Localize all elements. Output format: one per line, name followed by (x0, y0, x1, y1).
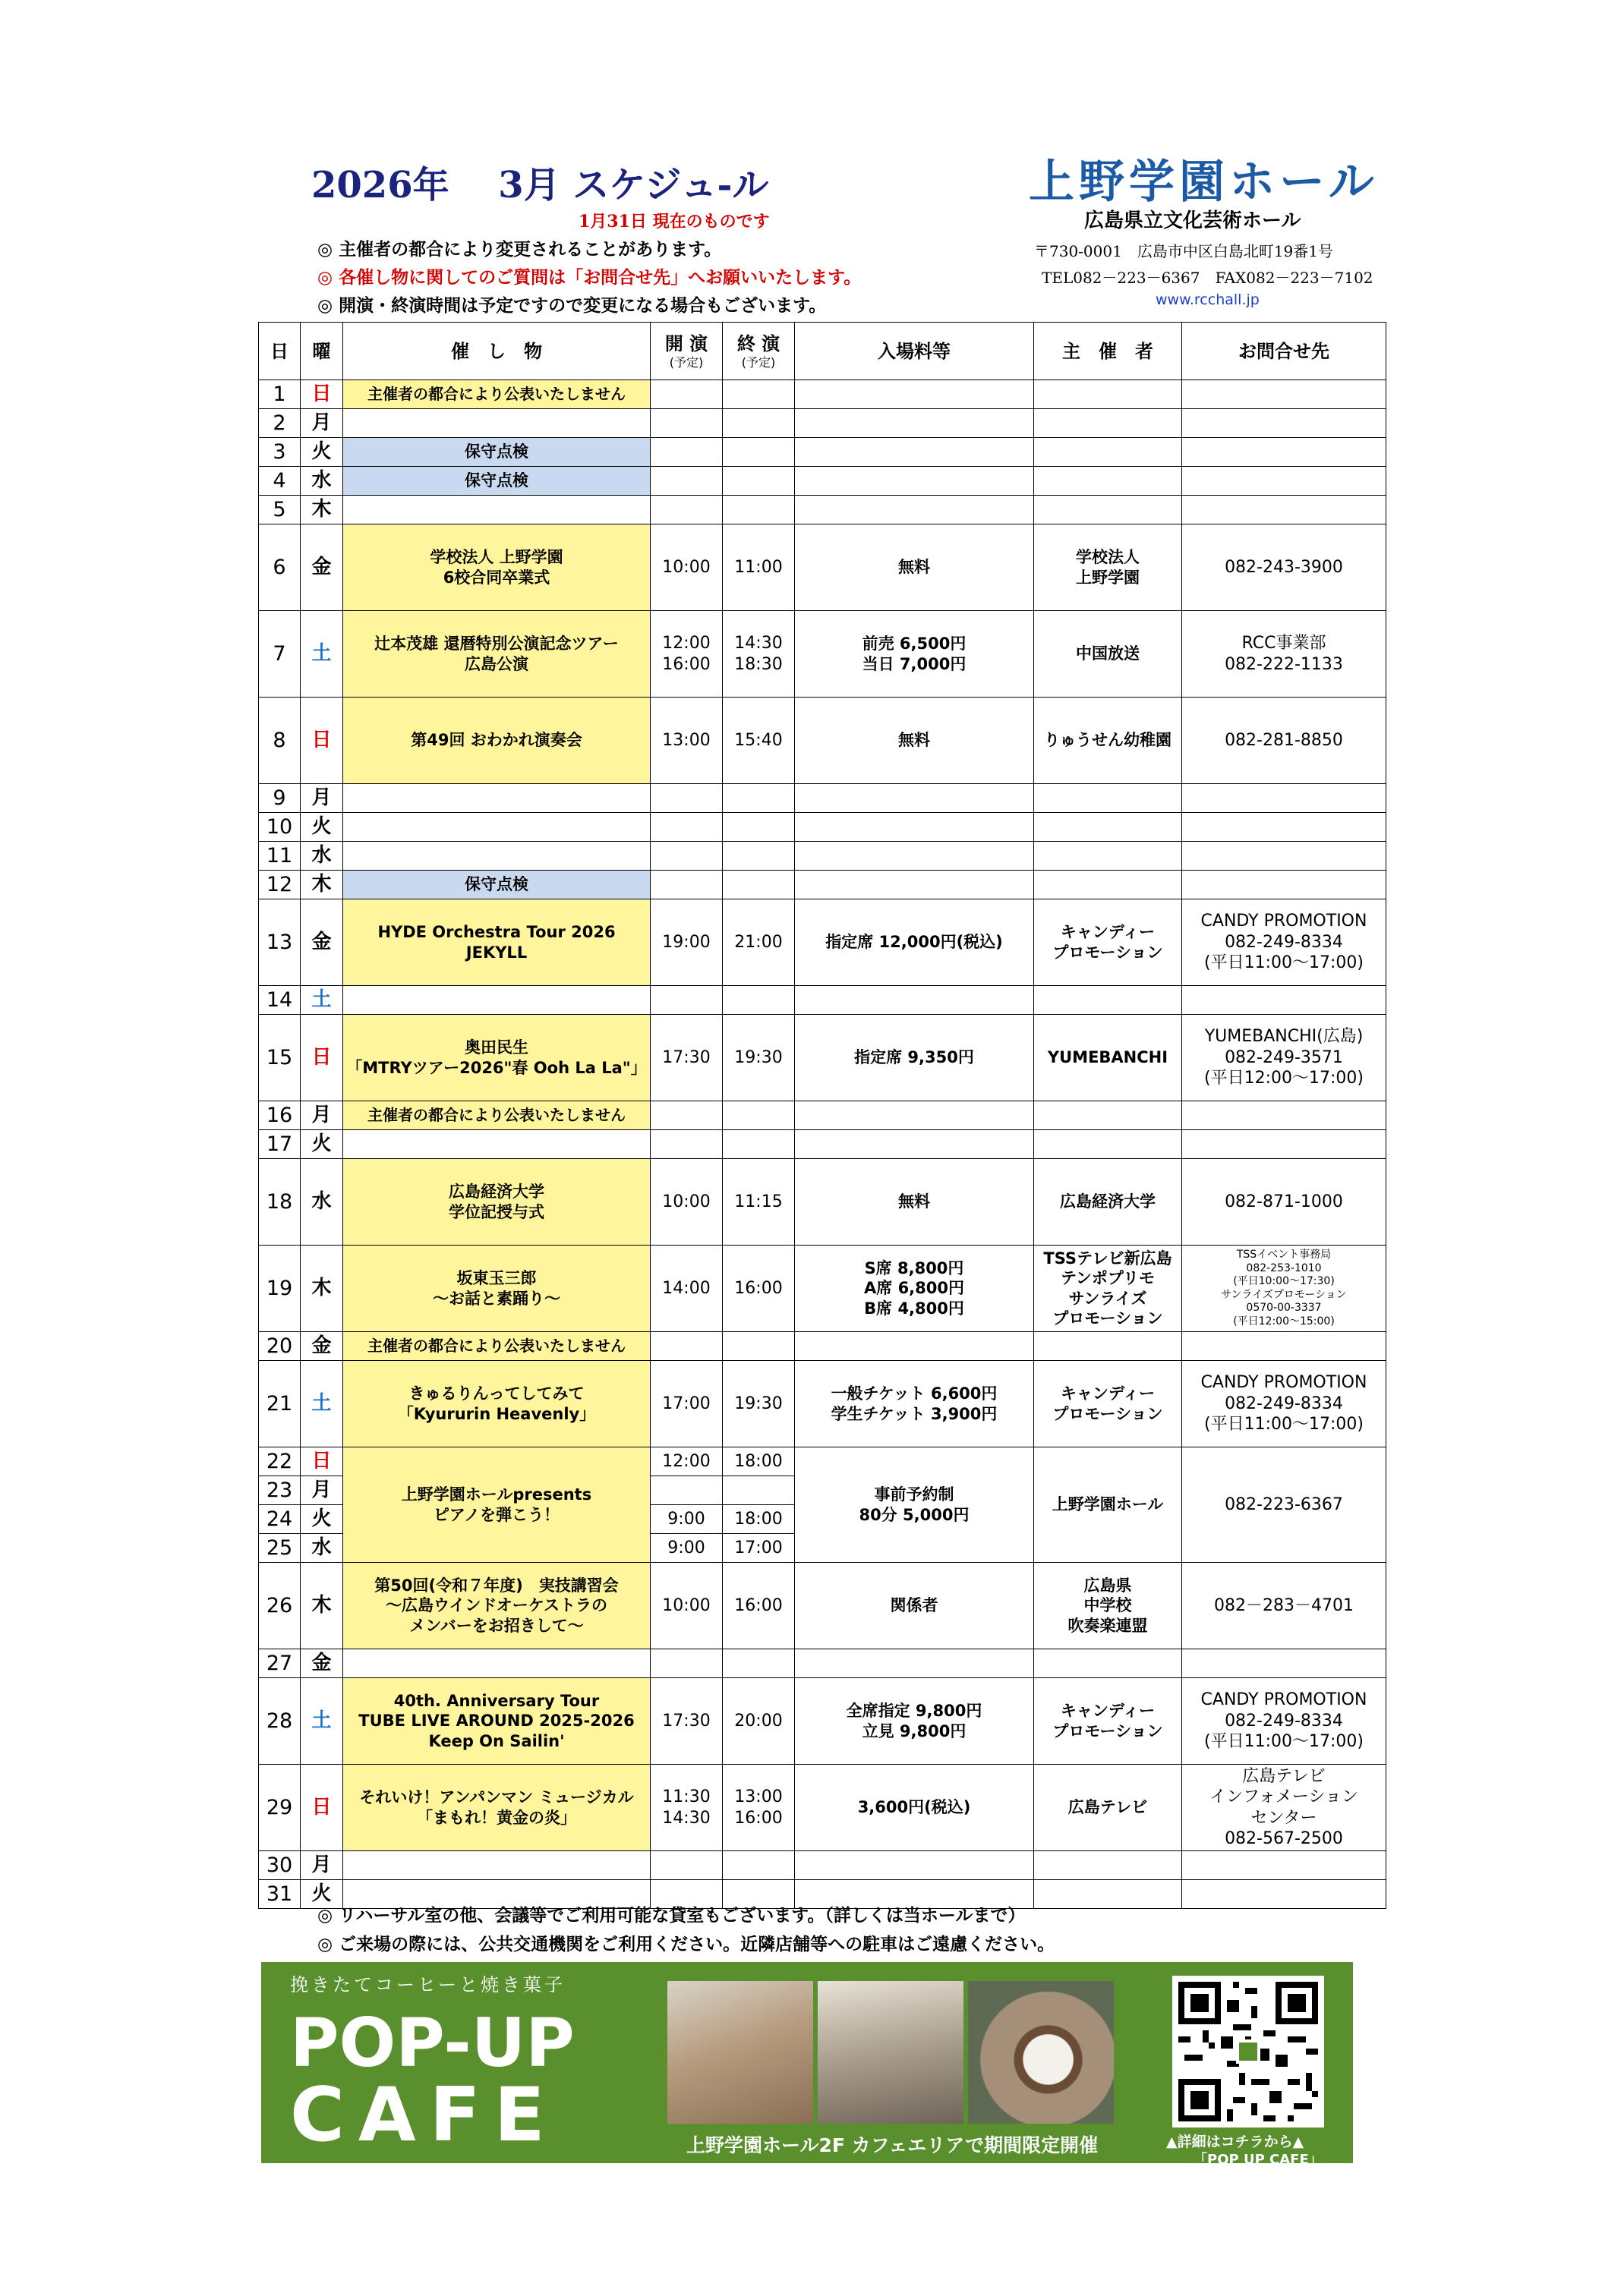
banner-caption: 上野学園ホール2F カフェエリアで期間限定開催 (686, 2134, 1099, 2156)
col-event: 催 し 物 (343, 323, 651, 380)
close-time-cell: 19:30 (723, 1361, 795, 1447)
day-cell: 10 (259, 813, 301, 842)
weekday-cell: 火 (301, 1880, 343, 1909)
day-cell: 30 (259, 1851, 301, 1880)
contact-cell: RCC事業部 082-222-1133 (1182, 611, 1386, 698)
open-time-cell (651, 438, 723, 467)
note-changes: ◎ 主催者の都合により変更されることがあります。 (317, 240, 722, 260)
event-cell: 主催者の都合により公表いたしません (343, 380, 651, 409)
col-price: 入場料等 (795, 323, 1034, 380)
open-time-cell (651, 467, 723, 496)
organizer-cell (1034, 813, 1182, 842)
organizer-cell (1034, 496, 1182, 524)
event-cell: HYDE Orchestra Tour 2026 JEKYLL (343, 899, 651, 986)
day-cell: 11 (259, 842, 301, 871)
contact-cell (1182, 1649, 1386, 1678)
close-time-cell (723, 1332, 795, 1361)
col-open-label: 開 演 (664, 332, 708, 354)
open-time-cell: 11:30 14:30 (651, 1765, 723, 1851)
price-cell (795, 986, 1034, 1015)
price-cell (795, 871, 1034, 899)
qr-code-icon[interactable] (1172, 1976, 1324, 2128)
weekday-cell: 木 (301, 1246, 343, 1332)
day-cell: 5 (259, 496, 301, 524)
day-cell: 15 (259, 1015, 301, 1101)
organizer-cell: キャンディー プロモーション (1034, 1361, 1182, 1447)
price-cell: S席 8,800円 A席 6,800円 B席 4,800円 (795, 1246, 1034, 1332)
table-row (259, 813, 1386, 842)
price-cell: 3,600円(税込) (795, 1765, 1034, 1851)
hall-address: 〒730-0001 広島市中区白島北町19番1号 (1034, 242, 1334, 260)
table-row (259, 1130, 1386, 1159)
day-cell: 14 (259, 986, 301, 1015)
price-cell (795, 467, 1034, 496)
table-row (259, 467, 1386, 496)
table-row (259, 784, 1386, 813)
event-cell (343, 409, 651, 438)
col-close-sub: (予定) (741, 354, 776, 370)
event-cell (343, 784, 651, 813)
day-cell: 29 (259, 1765, 301, 1851)
day-cell: 6 (259, 524, 301, 611)
event-cell (343, 813, 651, 842)
hall-tel-fax: TEL082－223－6367 FAX082－223－7102 (1042, 269, 1373, 287)
weekday-cell: 月 (301, 1101, 343, 1130)
open-time-cell (651, 380, 723, 409)
close-time-cell: 11:15 (723, 1159, 795, 1246)
day-cell: 3 (259, 438, 301, 467)
close-time-cell: 21:00 (723, 899, 795, 986)
weekday-cell: 日 (301, 1447, 343, 1476)
table-row (259, 611, 1386, 698)
close-time-cell: 19:30 (723, 1015, 795, 1101)
table-row (259, 1159, 1386, 1246)
contact-cell (1182, 1130, 1386, 1159)
contact-cell: 082－283－4701 (1182, 1563, 1386, 1649)
weekday-cell: 月 (301, 784, 343, 813)
open-time-cell: 10:00 (651, 524, 723, 611)
close-time-cell: 17:00 (723, 1534, 795, 1563)
open-time-cell: 10:00 (651, 1563, 723, 1649)
event-cell: 奥田民生 「MTRYツアー2026"春 Ooh La La"」 (343, 1015, 651, 1101)
table-row (259, 986, 1386, 1015)
close-time-cell (723, 871, 795, 899)
day-cell: 9 (259, 784, 301, 813)
organizer-cell: りゅうせん幼稚園 (1034, 698, 1182, 784)
weekday-cell: 水 (301, 842, 343, 871)
weekday-cell: 火 (301, 1130, 343, 1159)
open-time-cell: 17:00 (651, 1361, 723, 1447)
weekday-cell: 金 (301, 524, 343, 611)
price-cell (795, 784, 1034, 813)
price-cell (795, 1649, 1034, 1678)
organizer-cell (1034, 1130, 1182, 1159)
contact-cell: 082-223-6367 (1182, 1447, 1386, 1563)
open-time-cell (651, 1130, 723, 1159)
table-row (259, 438, 1386, 467)
popup-cafe-banner[interactable] (261, 1962, 1353, 2168)
organizer-cell (1034, 784, 1182, 813)
note-inquiries: ◎ 各催し物に関してのご質問は「お問合せ先」へお願いいたします。 (317, 268, 862, 288)
open-time-cell: 9:00 (651, 1534, 723, 1563)
open-time-cell (651, 1649, 723, 1678)
open-time-cell (651, 496, 723, 524)
contact-cell: CANDY PROMOTION 082-249-8334 (平日11:00～17:00) (1182, 1678, 1386, 1765)
close-time-cell (723, 1101, 795, 1130)
day-cell: 21 (259, 1361, 301, 1447)
close-time-cell (723, 986, 795, 1015)
table-row (259, 899, 1386, 986)
organizer-cell: 広島経済大学 (1034, 1159, 1182, 1246)
header-row (259, 323, 1386, 380)
qr-caption-details: ▲詳細はコチラから▲ (1166, 2134, 1304, 2150)
weekday-cell: 土 (301, 1361, 343, 1447)
close-time-cell (723, 1476, 795, 1505)
event-cell (343, 1851, 651, 1880)
coffee-cups-photo (667, 1981, 813, 2124)
table-row (259, 1015, 1386, 1101)
day-cell: 22 (259, 1447, 301, 1476)
contact-cell (1182, 813, 1386, 842)
contact-cell (1182, 784, 1386, 813)
weekday-cell: 月 (301, 1476, 343, 1505)
col-open-sub: (予定) (669, 354, 704, 370)
organizer-cell (1034, 380, 1182, 409)
organizer-cell (1034, 1851, 1182, 1880)
price-cell: 無料 (795, 1159, 1034, 1246)
price-cell: 事前予約制 80分 5,000円 (795, 1447, 1034, 1563)
day-cell: 24 (259, 1505, 301, 1534)
close-time-cell: 15:40 (723, 698, 795, 784)
event-cell: 学校法人 上野学園 6校合同卒業式 (343, 524, 651, 611)
day-cell: 23 (259, 1476, 301, 1505)
schedule-table (258, 322, 1386, 1909)
event-cell: 辻本茂雄 還暦特別公演記念ツアー 広島公演 (343, 611, 651, 698)
table-row (259, 1563, 1386, 1649)
contact-cell: 082-281-8850 (1182, 698, 1386, 784)
table-row (259, 409, 1386, 438)
event-cell: それいけ！アンパンマン ミュージカル 「まもれ！黄金の炎」 (343, 1765, 651, 1851)
close-time-cell (723, 409, 795, 438)
table-row (259, 1678, 1386, 1765)
close-time-cell: 18:00 (723, 1447, 795, 1476)
close-time-cell: 11:00 (723, 524, 795, 611)
contact-cell: YUMEBANCHI(広島) 082-249-3571 (平日12:00～17:00) (1182, 1015, 1386, 1101)
event-cell: 主催者の都合により公表いたしません (343, 1101, 651, 1130)
close-time-cell (723, 1851, 795, 1880)
close-time-cell (723, 496, 795, 524)
day-cell: 17 (259, 1130, 301, 1159)
contact-cell: CANDY PROMOTION 082-249-8334 (平日11:00～17:00) (1182, 899, 1386, 986)
organizer-cell (1034, 1332, 1182, 1361)
open-time-cell (651, 409, 723, 438)
day-cell: 25 (259, 1534, 301, 1563)
event-cell (343, 1649, 651, 1678)
contact-cell (1182, 496, 1386, 524)
contact-cell (1182, 842, 1386, 871)
close-time-cell: 16:00 (723, 1246, 795, 1332)
website-link[interactable]: www.rcchall.jp (1156, 291, 1260, 308)
event-cell (343, 1130, 651, 1159)
footer-note-rooms: ◎ リハーサル室の他、会議等でご利用可能な貸室もございます。（詳しくは当ホールまで） (317, 1906, 1026, 1926)
day-cell: 13 (259, 899, 301, 986)
weekday-cell: 木 (301, 1563, 343, 1649)
event-cell: 主催者の都合により公表いたしません (343, 1332, 651, 1361)
col-contact: お問合せ先 (1182, 323, 1386, 380)
hall-name: 広島県立文化芸術ホール (1084, 209, 1301, 232)
close-time-cell (723, 813, 795, 842)
table-row (259, 496, 1386, 524)
open-time-cell: 17:30 (651, 1678, 723, 1765)
contact-cell: TSSイベント事務局 082-253-1010 (平日10:00～17:30) サンライズプロモーション 0570-00-3337 (平日12:00～15:00) (1182, 1246, 1386, 1332)
weekday-cell: 金 (301, 1649, 343, 1678)
price-cell: 全席指定 9,800円 立見 9,800円 (795, 1678, 1034, 1765)
price-cell: 指定席 12,000円(税込) (795, 899, 1034, 986)
organizer-cell: 中国放送 (1034, 611, 1182, 698)
organizer-cell: TSSテレビ新広島 テンポプリモ サンライズ プロモーション (1034, 1246, 1182, 1332)
organizer-cell: YUMEBANCHI (1034, 1015, 1182, 1101)
price-cell (795, 813, 1034, 842)
day-cell: 27 (259, 1649, 301, 1678)
table-row (259, 871, 1386, 899)
contact-cell (1182, 871, 1386, 899)
day-cell: 7 (259, 611, 301, 698)
open-time-cell (651, 1101, 723, 1130)
banner-tagline: 挽きたてコーヒーと焼き菓子 (290, 1974, 566, 1995)
qr-caption-name: 「POP UP CAFE」 (1194, 2152, 1323, 2168)
weekday-cell: 水 (301, 467, 343, 496)
organizer-cell: 上野学園ホール (1034, 1447, 1182, 1563)
weekday-cell: 日 (301, 1765, 343, 1851)
open-time-cell: 19:00 (651, 899, 723, 986)
price-cell (795, 409, 1034, 438)
event-cell: 第49回 おわかれ演奏会 (343, 698, 651, 784)
price-cell: 指定席 9,350円 (795, 1015, 1034, 1101)
price-cell (795, 842, 1034, 871)
event-cell: 保守点検 (343, 871, 651, 899)
col-organizer: 主 催 者 (1034, 323, 1182, 380)
weekday-cell: 木 (301, 871, 343, 899)
event-cell: 上野学園ホールpresents ピアノを弾こう！ (343, 1447, 651, 1563)
event-cell: 坂東玉三郎 ～お話と素踊り～ (343, 1246, 651, 1332)
close-time-cell (723, 380, 795, 409)
table-row (259, 380, 1386, 409)
contact-cell (1182, 1851, 1386, 1880)
page-title: 2026年 3月 スケジュ-ル (311, 164, 769, 206)
event-cell (343, 986, 651, 1015)
open-time-cell: 13:00 (651, 698, 723, 784)
weekday-cell: 日 (301, 380, 343, 409)
weekday-cell: 土 (301, 1678, 343, 1765)
open-time-cell (651, 813, 723, 842)
open-time-cell (651, 1476, 723, 1505)
price-cell (795, 1101, 1034, 1130)
day-cell: 28 (259, 1678, 301, 1765)
day-cell: 19 (259, 1246, 301, 1332)
open-time-cell: 17:30 (651, 1015, 723, 1101)
contact-cell: CANDY PROMOTION 082-249-8334 (平日11:00～17:00) (1182, 1361, 1386, 1447)
close-time-cell: 14:30 18:30 (723, 611, 795, 698)
event-cell: 保守点検 (343, 467, 651, 496)
organizer-cell (1034, 467, 1182, 496)
open-time-cell (651, 1851, 723, 1880)
close-time-cell: 16:00 (723, 1563, 795, 1649)
contact-cell (1182, 1880, 1386, 1909)
close-time-cell (723, 467, 795, 496)
day-cell: 31 (259, 1880, 301, 1909)
contact-cell (1182, 380, 1386, 409)
close-time-cell: 20:00 (723, 1678, 795, 1765)
weekday-cell: 水 (301, 1534, 343, 1563)
event-cell: 保守点検 (343, 438, 651, 467)
contact-cell (1182, 1101, 1386, 1130)
cafe-area-photo (818, 1981, 963, 2124)
event-cell: きゅるりんってしてみて 「Kyururin Heavenly」 (343, 1361, 651, 1447)
col-close (723, 323, 795, 380)
weekday-cell: 月 (301, 409, 343, 438)
organizer-cell (1034, 842, 1182, 871)
close-time-cell: 13:00 16:00 (723, 1765, 795, 1851)
weekday-cell: 水 (301, 1159, 343, 1246)
close-time-cell: 18:00 (723, 1505, 795, 1534)
hall-logo: 上野学園ホール (1029, 156, 1379, 209)
col-weekday: 曜 (301, 323, 343, 380)
weekday-cell: 金 (301, 1332, 343, 1361)
price-cell: 一般チケット 6,600円 学生チケット 3,900円 (795, 1361, 1034, 1447)
weekday-cell: 金 (301, 899, 343, 986)
table-row (259, 1447, 1386, 1476)
organizer-cell: キャンディー プロモーション (1034, 899, 1182, 986)
price-cell: 関係者 (795, 1563, 1034, 1649)
organizer-cell: キャンディー プロモーション (1034, 1678, 1182, 1765)
day-cell: 26 (259, 1563, 301, 1649)
contact-cell (1182, 1332, 1386, 1361)
note-times: ◎ 開演・終演時間は予定ですので変更になる場合もございます。 (317, 296, 827, 316)
footer-note-access: ◎ ご来場の際には、公共交通機関をご利用ください。近隣店舗等への駐車はご遠慮ください。 (317, 1935, 1055, 1954)
table-row (259, 1246, 1386, 1332)
event-cell: 第50回(令和７年度) 実技講習会 ～広島ウインドオーケストラの メンバーをお招きして～ (343, 1563, 651, 1649)
event-cell: 40th. Anniversary Tour TUBE LIVE AROUND 2025-2026 Keep On Sailin' (343, 1678, 651, 1765)
price-cell (795, 1851, 1034, 1880)
price-cell: 無料 (795, 698, 1034, 784)
organizer-cell (1034, 986, 1182, 1015)
weekday-cell: 日 (301, 698, 343, 784)
as-of-date: 1月31日 現在のものです (579, 212, 770, 231)
open-time-cell: 12:00 (651, 1447, 723, 1476)
close-time-cell (723, 842, 795, 871)
price-cell (795, 380, 1034, 409)
open-time-cell: 14:00 (651, 1246, 723, 1332)
day-cell: 2 (259, 409, 301, 438)
coffee-cup-photo (968, 1981, 1114, 2124)
open-time-cell: 9:00 (651, 1505, 723, 1534)
col-day: 日 (259, 323, 301, 380)
table-row (259, 698, 1386, 784)
table-row (259, 1101, 1386, 1130)
day-cell: 12 (259, 871, 301, 899)
contact-cell: 広島テレビ インフォメーション センター 082-567-2500 (1182, 1765, 1386, 1851)
organizer-cell: 学校法人 上野学園 (1034, 524, 1182, 611)
organizer-cell (1034, 871, 1182, 899)
open-time-cell (651, 1332, 723, 1361)
weekday-cell: 日 (301, 1015, 343, 1101)
table-row (259, 524, 1386, 611)
contact-cell (1182, 467, 1386, 496)
day-cell: 4 (259, 467, 301, 496)
event-cell (343, 842, 651, 871)
table-row (259, 1361, 1386, 1447)
organizer-cell (1034, 409, 1182, 438)
price-cell (795, 1332, 1034, 1361)
banner-cafe: CAFE (290, 2072, 559, 2159)
organizer-cell (1034, 1880, 1182, 1909)
weekday-cell: 土 (301, 611, 343, 698)
contact-cell (1182, 438, 1386, 467)
contact-cell (1182, 986, 1386, 1015)
day-cell: 20 (259, 1332, 301, 1361)
weekday-cell: 土 (301, 986, 343, 1015)
weekday-cell: 木 (301, 496, 343, 524)
open-time-cell (651, 784, 723, 813)
close-time-cell (723, 1130, 795, 1159)
organizer-cell (1034, 1649, 1182, 1678)
organizer-cell: 広島県 中学校 吹奏楽連盟 (1034, 1563, 1182, 1649)
table-row (259, 1765, 1386, 1851)
weekday-cell: 火 (301, 813, 343, 842)
open-time-cell: 12:00 16:00 (651, 611, 723, 698)
close-time-cell (723, 438, 795, 467)
contact-cell: 082-871-1000 (1182, 1159, 1386, 1246)
table-row (259, 1332, 1386, 1361)
open-time-cell (651, 871, 723, 899)
weekday-cell: 火 (301, 438, 343, 467)
weekday-cell: 火 (301, 1505, 343, 1534)
open-time-cell: 10:00 (651, 1159, 723, 1246)
day-cell: 16 (259, 1101, 301, 1130)
contact-cell: 082-243-3900 (1182, 524, 1386, 611)
organizer-cell (1034, 1101, 1182, 1130)
open-time-cell (651, 986, 723, 1015)
day-cell: 1 (259, 380, 301, 409)
price-cell: 前売 6,500円 当日 7,000円 (795, 611, 1034, 698)
price-cell (795, 438, 1034, 467)
col-close-label: 終 演 (736, 332, 780, 354)
close-time-cell (723, 784, 795, 813)
day-cell: 8 (259, 698, 301, 784)
organizer-cell: 広島テレビ (1034, 1765, 1182, 1851)
open-time-cell (651, 842, 723, 871)
organizer-cell (1034, 438, 1182, 467)
col-open (651, 323, 723, 380)
price-cell: 無料 (795, 524, 1034, 611)
weekday-cell: 月 (301, 1851, 343, 1880)
event-cell (343, 496, 651, 524)
event-cell: 広島経済大学 学位記授与式 (343, 1159, 651, 1246)
table-row (259, 1851, 1386, 1880)
table-row (259, 1649, 1386, 1678)
day-cell: 18 (259, 1159, 301, 1246)
banner-pop-up: POP-UP (290, 2004, 575, 2082)
close-time-cell (723, 1649, 795, 1678)
contact-cell (1182, 409, 1386, 438)
price-cell (795, 496, 1034, 524)
table-row (259, 842, 1386, 871)
price-cell (795, 1130, 1034, 1159)
